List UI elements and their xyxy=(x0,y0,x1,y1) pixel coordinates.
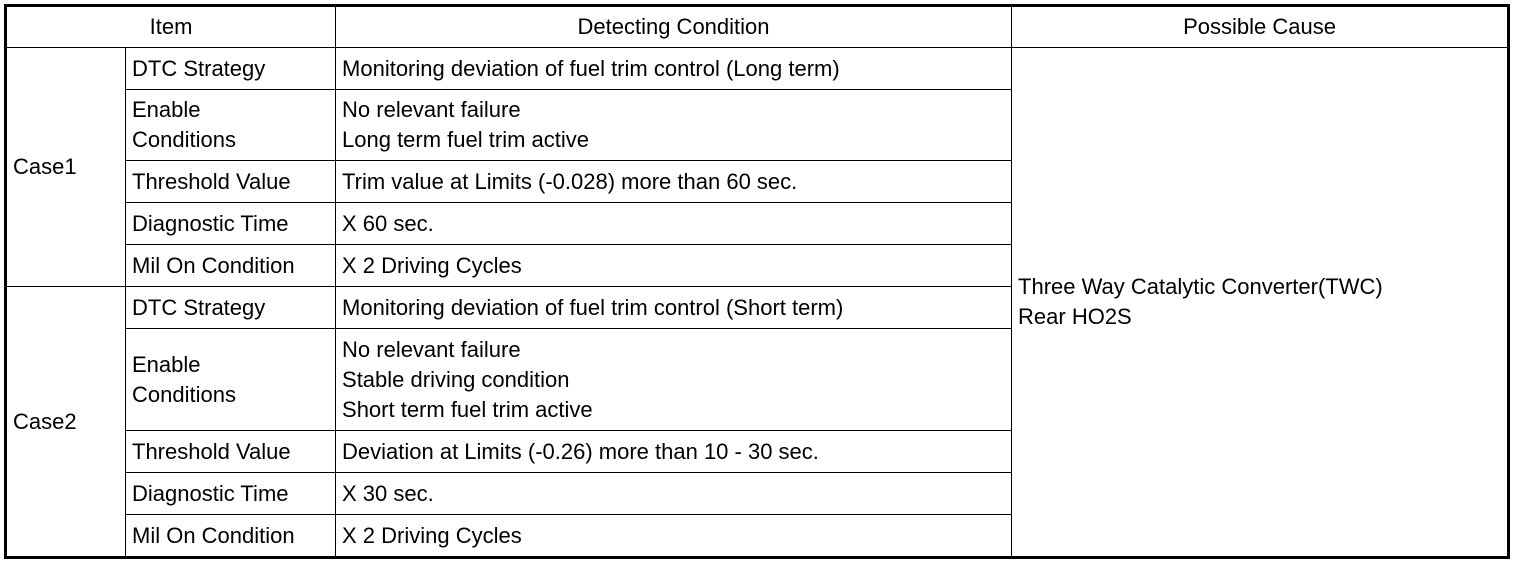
condition-cell xyxy=(336,161,1012,203)
item-cell: Mil On Condition xyxy=(126,245,336,287)
condition-line: X 2 Driving Cycles xyxy=(342,252,522,278)
item-line: Conditions xyxy=(132,127,236,152)
table-row xyxy=(7,48,1508,90)
condition-cell xyxy=(336,203,1012,245)
case-label: Case1 xyxy=(7,48,126,287)
item-line: Conditions xyxy=(132,381,236,407)
condition-line: No relevant failure xyxy=(342,97,521,122)
header-possible-cause: Possible Cause xyxy=(1012,7,1508,48)
condition-line: Stable driving condition xyxy=(342,366,570,392)
condition-line: Trim value at Limits (-0.028) more than 60 sec. xyxy=(342,168,798,194)
condition-cell xyxy=(336,431,1012,473)
header-item: Item xyxy=(7,7,336,48)
possible-cause-line: Rear HO2S xyxy=(1018,304,1132,329)
condition-line: Monitoring deviation of fuel trim control (Long term) xyxy=(342,55,840,81)
condition-line: X 60 sec. xyxy=(342,210,434,236)
item-cell: DTC Strategy xyxy=(126,287,336,329)
item-line: Enable xyxy=(132,97,201,122)
condition-line: No relevant failure xyxy=(342,336,521,362)
condition-cell xyxy=(336,90,1012,161)
dtc-table xyxy=(6,6,1508,557)
item-cell: DTC Strategy xyxy=(126,48,336,90)
possible-cause-line: Three Way Catalytic Converter(TWC) xyxy=(1018,274,1383,299)
condition-line: Monitoring deviation of fuel trim control (Short term) xyxy=(342,294,844,320)
condition-cell xyxy=(336,245,1012,287)
condition-line: Long term fuel trim active xyxy=(342,127,589,152)
condition-line: X 30 sec. xyxy=(342,480,434,506)
header-detecting-condition: Detecting Condition xyxy=(336,7,1012,48)
condition-line: Short term fuel trim active xyxy=(342,396,593,422)
item-cell: Mil On Condition xyxy=(126,515,336,557)
header-row xyxy=(7,7,1508,48)
possible-cause-cell xyxy=(1012,48,1508,557)
condition-line: X 2 Driving Cycles xyxy=(342,522,522,548)
condition-cell xyxy=(336,473,1012,515)
item-cell: Threshold Value xyxy=(126,431,336,473)
case-label: Case2 xyxy=(7,287,126,557)
item-cell: Threshold Value xyxy=(126,161,336,203)
condition-line: Deviation at Limits (-0.26) more than 10 - 30 sec. xyxy=(342,438,819,464)
condition-cell xyxy=(336,329,1012,431)
item-line: Enable xyxy=(132,351,201,377)
item-cell: Diagnostic Time xyxy=(126,473,336,515)
item-cell xyxy=(126,329,336,431)
condition-cell xyxy=(336,515,1012,557)
condition-cell xyxy=(336,287,1012,329)
condition-cell xyxy=(336,48,1012,90)
item-cell xyxy=(126,90,336,161)
item-cell: Diagnostic Time xyxy=(126,203,336,245)
